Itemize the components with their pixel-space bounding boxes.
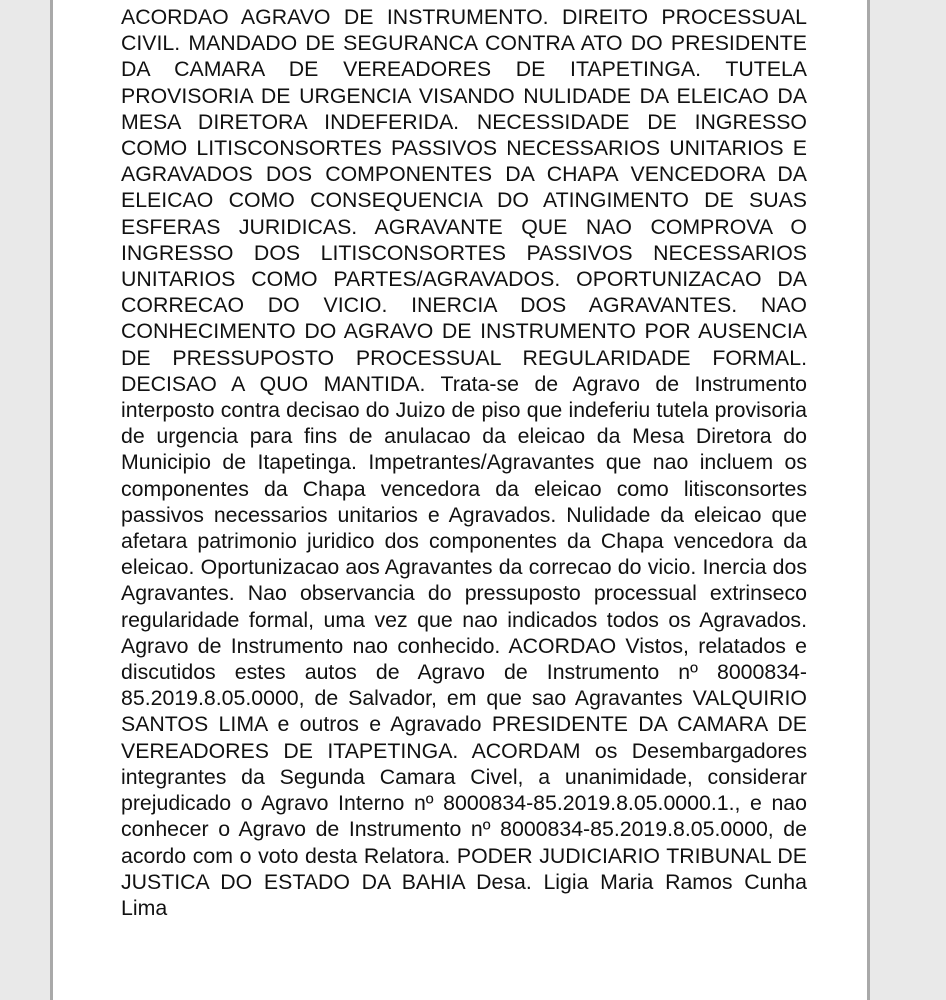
document-body-text: ACORDAO AGRAVO DE INSTRUMENTO. DIREITO PROCESSUAL CIVIL. MANDADO DE SEGURANCA CONTRA ATO DO PRESIDENTE DA CAMARA DE VEREADORES DE ITAPETINGA. TUTELA PROVISORIA DE URGENCIA VISANDO NULIDADE DA ELEICAO DA MESA DIRETORA INDEFERIDA. NECESSIDADE DE INGRESSO COMO LITISCONSORTES PASSIVOS NECESSARIOS UNITARIOS E AGRAVADOS DOS COMPONENTES DA CHAPA VENCEDORA DA ELEICAO COMO CONSEQUENCIA DO ATINGIMENTO DE SUAS ESFERAS JURIDICAS. AGRAVANTE QUE NAO COMPROVA O INGRESSO DOS LITISCONSORTES PASSIVOS NECESSARIOS UNITARIOS COMO PARTES/AGRAVADOS. OPORTUNIZACAO DA CORRECAO DO VICIO. INERCIA DOS AGRAVANTES. NAO CONHECIMENTO DO AGRAVO DE INSTRUMENTO POR AUSENCIA DE PRESSUPOSTO PROCESSUAL REGULARIDADE FORMAL. DECISAO A QUO MANTIDA. Trata-se de Agravo de Instrumento interposto contra decisao do Juizo de piso que indeferiu tutela provisoria de urgencia para fins de anulacao da eleicao da Mesa Diretora do Municipio de Itapetinga. Impetrantes/Agravantes que nao incluem os componentes da Chapa vencedora da eleicao como litisconsortes passivos necessarios unitarios e Agravados. Nulidade da eleicao que afetara patrimonio juridico dos componentes da Chapa vencedora da eleicao. Oportunizacao aos Agravantes da correcao do vicio. Inercia dos Agravantes. Nao observancia do pressuposto processual extrinseco regularidade formal, uma vez que nao indicados todos os Agravados. Agravo de Instrumento nao conhecido. ACORDAO Vistos, relatados e discutidos estes autos de Agravo de Instrumento nº 8000834-85.2019.8.05.0000, de Salvador, em que sao Agravantes VALQUIRIO SANTOS LIMA e outros e Agravado PRESIDENTE DA CAMARA DE VEREADORES DE ITAPETINGA. ACORDAM os Desembargadores integrantes da Segunda Camara Civel, a unanimidade, considerar prejudicado o Agravo Interno nº 8000834-85.2019.8.05.0000.1., e nao conhecer o Agravo de Instrumento nº 8000834-85.2019.8.05.0000, de acordo com o voto desta Relatora. PODER JUDICIARIO TRIBUNAL DE JUSTICA DO ESTADO DA BAHIA Desa. Ligia Maria Ramos Cunha Lima [121,5,807,920]
document-page [50,0,870,1000]
